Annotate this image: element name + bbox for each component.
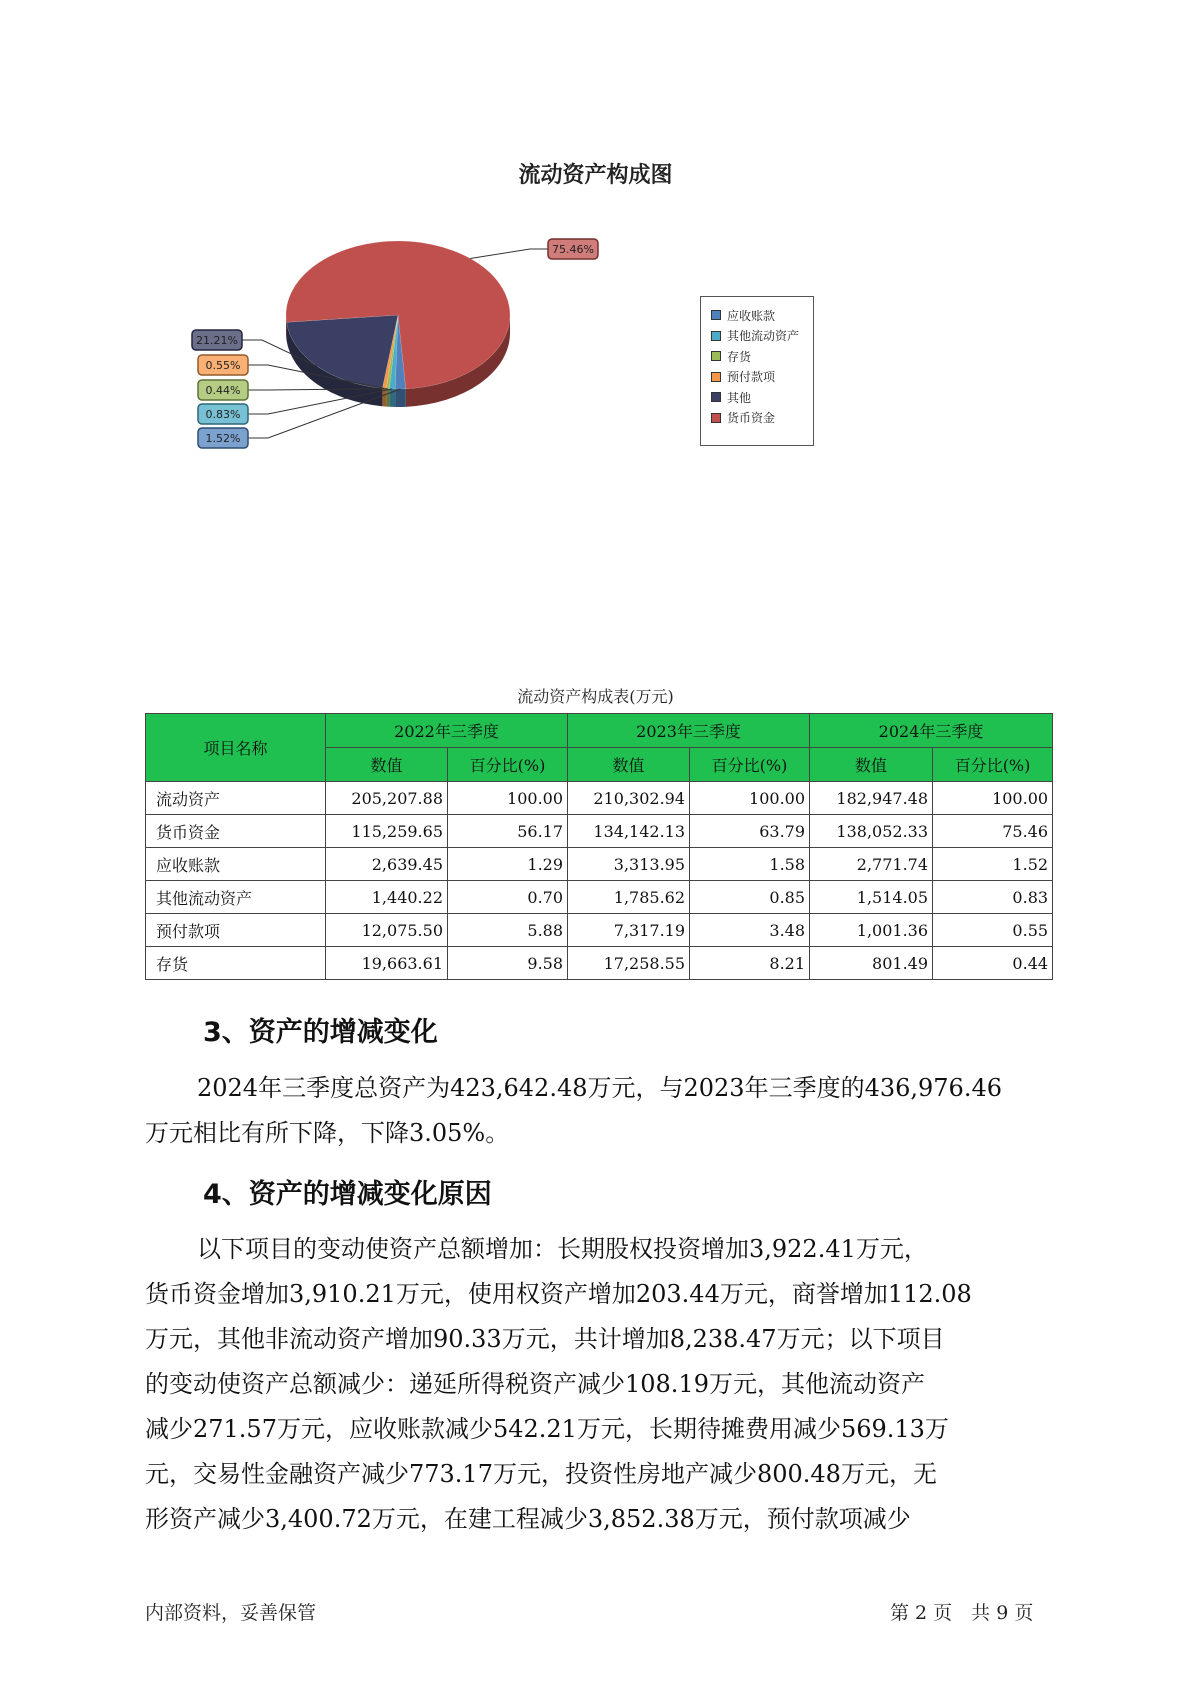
cell-value: 12,075.50 (326, 914, 448, 947)
legend-item (711, 326, 799, 346)
legend-label: 其他 (727, 390, 752, 405)
header-period: 2023年三季度 (568, 714, 810, 748)
pie-slice (287, 315, 398, 388)
table-body (146, 782, 1053, 980)
data-label: 0.83% (205, 408, 241, 421)
cell-value: 2,639.45 (326, 848, 448, 881)
row-label: 货币资金 (146, 815, 326, 848)
legend-label: 货币资金 (727, 411, 776, 425)
data-label: 75.46% (552, 243, 594, 256)
data-label: 21.21% (196, 334, 238, 347)
header-percent: 百分比(%) (448, 748, 568, 782)
pie-chart (190, 225, 610, 485)
cell-percent: 63.79 (690, 815, 810, 848)
cell-value: 17,258.55 (568, 947, 690, 980)
cell-percent: 1.58 (690, 848, 810, 881)
cell-percent: 0.70 (448, 881, 568, 914)
cell-value: 1,785.62 (568, 881, 690, 914)
legend-label: 预付款项 (727, 370, 776, 384)
header-percent: 百分比(%) (933, 748, 1053, 782)
legend-swatch (711, 392, 721, 402)
legend-item (711, 305, 775, 325)
chart-title: 流动资产构成图 (518, 163, 673, 188)
paragraph-line: 2024年三季度总资产为423,642.48万元，与2023年三季度的436,976.46 (197, 1074, 1002, 1102)
legend-swatch (711, 413, 721, 423)
row-label: 其他流动资产 (146, 881, 326, 914)
header-value: 数值 (810, 748, 933, 782)
paragraph-line: 的变动使资产总额减少：递延所得税资产减少108.19万元，其他流动资产 (145, 1370, 925, 1398)
section-heading: 4、资产的增减变化原因 (203, 1179, 492, 1210)
cell-percent: 56.17 (448, 815, 568, 848)
paragraph-line: 减少271.57万元，应收账款减少542.21万元，长期待摊费用减少569.13万 (145, 1415, 949, 1443)
legend-label: 存货 (727, 349, 752, 364)
header-period: 2022年三季度 (326, 714, 568, 748)
table-row (146, 848, 1053, 881)
cell-value: 210,302.94 (568, 782, 690, 815)
data-label: 0.44% (205, 384, 241, 397)
paragraph-line: 以下项目的变动使资产总额增加：长期股权投资增加3,922.41万元， (197, 1235, 928, 1263)
paragraph-line: 万元相比有所下降，下降3.05%。 (145, 1119, 510, 1147)
cell-value: 1,440.22 (326, 881, 448, 914)
table-row (146, 815, 1053, 848)
legend-item (711, 408, 775, 428)
legend-swatch (711, 351, 721, 361)
current-assets-table (145, 713, 1053, 980)
cell-value: 2,771.74 (810, 848, 933, 881)
cell-percent: 100.00 (933, 782, 1053, 815)
row-label: 流动资产 (146, 782, 326, 815)
header-period: 2024年三季度 (810, 714, 1053, 748)
data-label: 1.52% (205, 432, 241, 445)
cell-percent: 0.55 (933, 914, 1053, 947)
legend-item (711, 367, 775, 387)
section-heading: 3、资产的增减变化 (203, 1017, 438, 1048)
cell-value: 134,142.13 (568, 815, 690, 848)
legend-swatch (711, 331, 721, 341)
cell-percent: 0.44 (933, 947, 1053, 980)
cell-percent: 1.29 (448, 848, 568, 881)
footer-page-number: 第 2 页 共 9 页 (890, 1602, 1034, 1624)
cell-percent: 100.00 (448, 782, 568, 815)
cell-percent: 100.00 (690, 782, 810, 815)
header-percent: 百分比(%) (690, 748, 810, 782)
table-row (146, 782, 1053, 815)
legend-item (711, 346, 751, 366)
paragraph-line: 万元，其他非流动资产增加90.33万元，共计增加8,238.47万元；以下项目 (145, 1325, 945, 1353)
cell-percent: 1.52 (933, 848, 1053, 881)
cell-percent: 75.46 (933, 815, 1053, 848)
cell-value: 205,207.88 (326, 782, 448, 815)
cell-value: 801.49 (810, 947, 933, 980)
table-row (146, 947, 1053, 980)
table-row (146, 914, 1053, 947)
cell-value: 7,317.19 (568, 914, 690, 947)
cell-value: 1,514.05 (810, 881, 933, 914)
data-label: 0.55% (205, 359, 241, 372)
cell-value: 19,663.61 (326, 947, 448, 980)
legend-swatch (711, 372, 721, 382)
cell-value: 3,313.95 (568, 848, 690, 881)
pie-slice-side (395, 389, 406, 407)
chart-legend (700, 296, 814, 446)
paragraph-line: 货币资金增加3,910.21万元，使用权资产增加203.44万元，商誉增加112.08 (145, 1280, 972, 1308)
row-label: 预付款项 (146, 914, 326, 947)
pie-slice-side (386, 389, 389, 407)
table-caption: 流动资产构成表(万元) (517, 687, 674, 706)
legend-item (711, 387, 751, 407)
cell-percent: 5.88 (448, 914, 568, 947)
cell-value: 182,947.48 (810, 782, 933, 815)
cell-percent: 0.85 (690, 881, 810, 914)
row-label: 应收账款 (146, 848, 326, 881)
cell-percent: 3.48 (690, 914, 810, 947)
header-value: 数值 (326, 748, 448, 782)
paragraph-line: 形资产减少3,400.72万元，在建工程减少3,852.38万元，预付款项减少 (145, 1505, 911, 1533)
cell-value: 138,052.33 (810, 815, 933, 848)
table-row (146, 881, 1053, 914)
legend-label: 应收账款 (727, 308, 776, 323)
header-item-name: 项目名称 (146, 714, 326, 782)
leader-line (470, 249, 548, 258)
header-value: 数值 (568, 748, 690, 782)
paragraph-line: 元，交易性金融资产减少773.17万元，投资性房地产减少800.48万元，无 (145, 1460, 937, 1488)
footer-left: 内部资料，妥善保管 (145, 1602, 317, 1624)
cell-value: 115,259.65 (326, 815, 448, 848)
cell-percent: 8.21 (690, 947, 810, 980)
legend-swatch (711, 310, 721, 320)
cell-value: 1,001.36 (810, 914, 933, 947)
cell-percent: 0.83 (933, 881, 1053, 914)
row-label: 存货 (146, 947, 326, 980)
cell-percent: 9.58 (448, 947, 568, 980)
legend-label: 其他流动资产 (727, 329, 800, 343)
